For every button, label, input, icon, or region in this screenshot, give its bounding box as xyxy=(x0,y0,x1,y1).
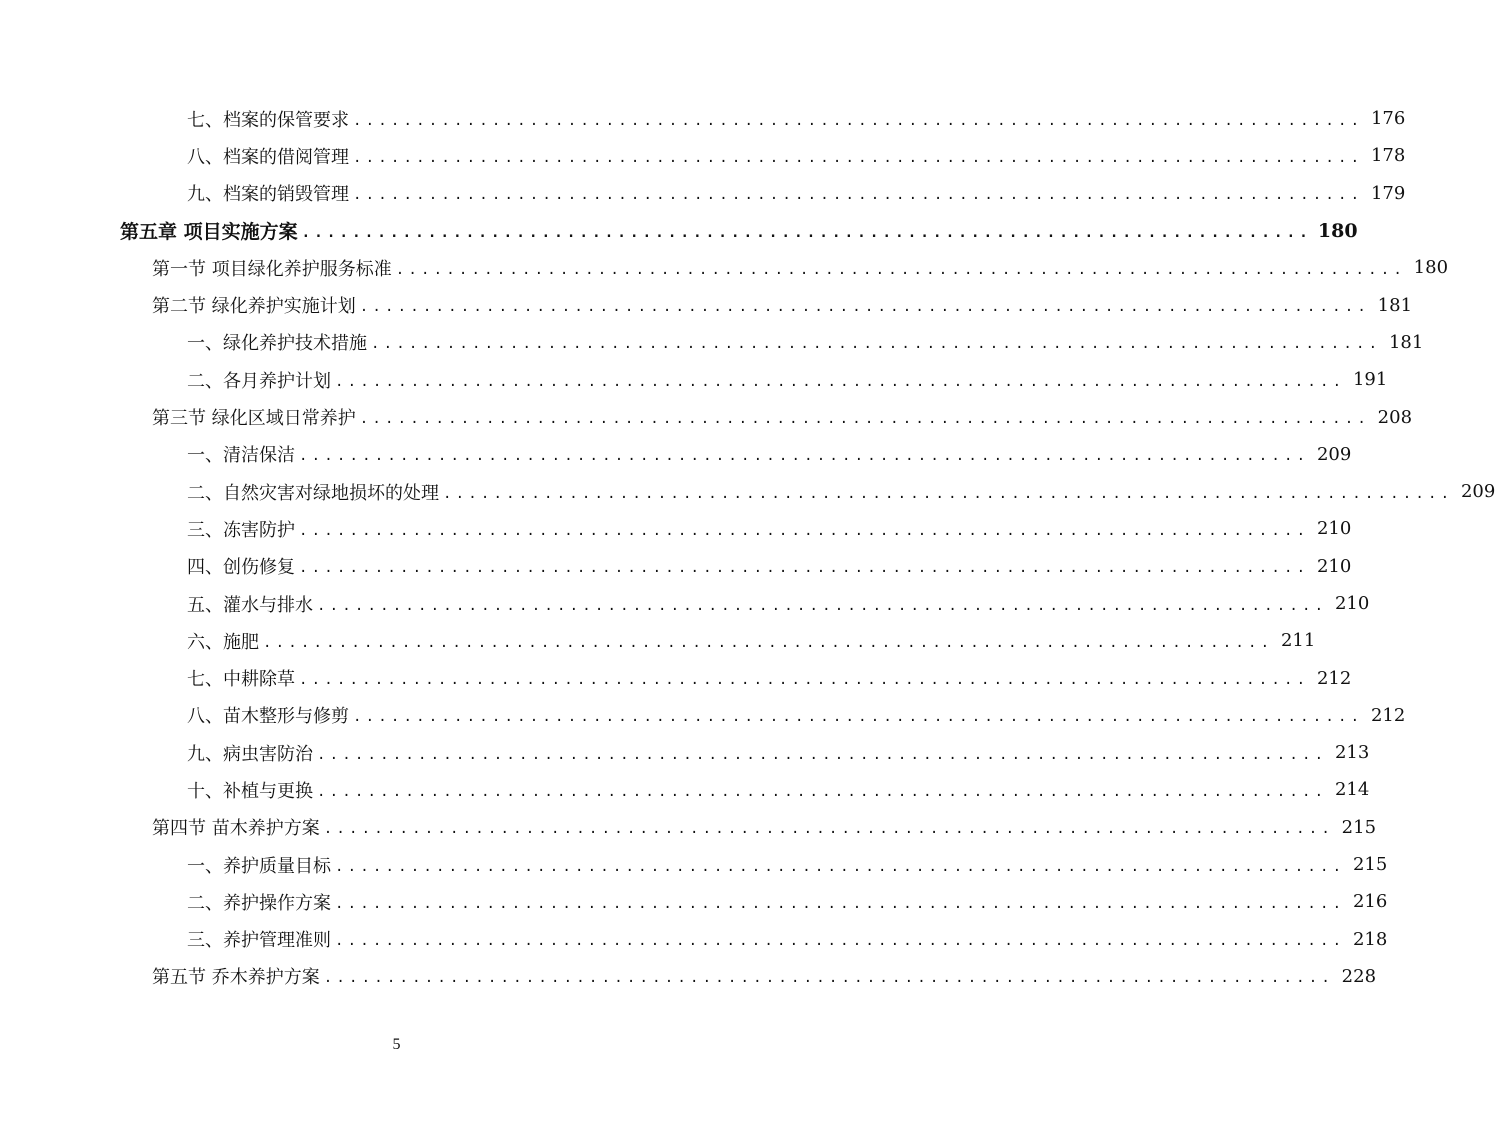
toc-entry-title: 九、病虫害防治 xyxy=(187,743,313,765)
toc-entry-page: 210 xyxy=(1316,555,1352,577)
toc-entry-page: 218 xyxy=(1352,928,1388,950)
toc-entry-page: 179 xyxy=(1370,182,1406,204)
toc-entry-item[interactable] xyxy=(0,548,1352,585)
dot-leader: ................................................................................ xyxy=(359,411,1371,428)
toc-entry-title: 三、养护管理准则 xyxy=(187,930,331,952)
toc-entry-title: 一、清洁保洁 xyxy=(187,445,295,467)
toc-entry-item[interactable] xyxy=(0,622,1316,659)
toc-entry-item[interactable] xyxy=(0,473,1495,510)
toc-entry-section[interactable] xyxy=(0,809,1377,846)
toc-entry-item[interactable] xyxy=(0,771,1370,808)
toc-entry-item[interactable] xyxy=(0,361,1388,398)
toc-entry-item[interactable] xyxy=(0,510,1352,547)
toc-entry-page: 209 xyxy=(1316,443,1352,465)
toc-entry-title: 七、档案的保管要求 xyxy=(187,109,349,131)
dot-leader: ................................................................................ xyxy=(317,783,1328,800)
dot-leader: ................................................................................ xyxy=(317,746,1328,763)
toc-entry-title: 十、补植与更换 xyxy=(187,780,313,802)
dot-leader: ................................................................................ xyxy=(299,448,1310,465)
dot-leader: ................................................................................ xyxy=(443,485,1454,502)
toc-entry-page: 211 xyxy=(1280,630,1316,652)
toc-entry-page: 216 xyxy=(1352,891,1388,913)
dot-leader: ................................................................................ xyxy=(353,149,1364,166)
toc-entry-title: 二、养护操作方案 xyxy=(187,892,331,914)
dot-leader: ................................................................................ xyxy=(301,224,1312,241)
dot-leader: ................................................................................ xyxy=(335,373,1346,390)
toc-entry-title: 八、档案的借阅管理 xyxy=(187,146,349,168)
toc-entry-page: 213 xyxy=(1334,742,1370,764)
dot-leader: ................................................................................ xyxy=(299,672,1310,689)
toc-entry-page: 228 xyxy=(1341,965,1377,987)
dot-leader: ................................................................................ xyxy=(335,858,1346,875)
toc-entry-section[interactable] xyxy=(0,398,1413,435)
toc-entry-page: 215 xyxy=(1341,816,1377,838)
toc-entry-title: 六、施肥 xyxy=(187,631,259,653)
dot-leader: ................................................................................ xyxy=(263,634,1274,651)
dot-leader: ................................................................................ xyxy=(335,933,1346,950)
toc-entry-chapter[interactable] xyxy=(0,212,1358,249)
toc-entry-title: 第五节 乔木养护方案 xyxy=(152,967,320,989)
toc-entry-section[interactable] xyxy=(0,958,1377,995)
dot-leader: ................................................................................ xyxy=(317,597,1328,614)
toc-entry-item[interactable] xyxy=(0,659,1352,696)
toc-entry-title: 一、养护质量目标 xyxy=(187,855,331,877)
toc-entry-item[interactable] xyxy=(0,137,1406,174)
toc-entry-page: 176 xyxy=(1370,108,1406,130)
toc-entry-page: 180 xyxy=(1413,257,1449,279)
toc-entry-item[interactable] xyxy=(0,921,1388,958)
dot-leader: ................................................................................ xyxy=(335,895,1346,912)
toc-entry-title: 九、档案的销毁管理 xyxy=(187,184,349,206)
toc-entry-title: 第五章 项目实施方案 xyxy=(120,221,298,244)
toc-entry-item[interactable] xyxy=(0,585,1370,622)
toc-entry-item[interactable] xyxy=(0,883,1388,920)
toc-entry-page: 215 xyxy=(1352,854,1388,876)
dot-leader: ................................................................................ xyxy=(323,821,1335,838)
dot-leader: ................................................................................ xyxy=(359,299,1371,316)
toc-entry-section[interactable] xyxy=(0,286,1413,323)
dot-leader: ................................................................................ xyxy=(353,709,1364,726)
toc-entry-item[interactable] xyxy=(0,100,1406,137)
toc-entry-title: 八、苗木整形与修剪 xyxy=(187,706,349,728)
dot-leader: ................................................................................ xyxy=(323,970,1335,987)
toc-entry-page: 181 xyxy=(1388,331,1424,353)
page-number: 5 xyxy=(392,1036,401,1053)
toc-entry-page: 181 xyxy=(1377,294,1413,316)
toc-entry-item[interactable] xyxy=(0,175,1406,212)
toc-entry-page: 178 xyxy=(1370,145,1406,167)
toc-entry-page: 210 xyxy=(1316,518,1352,540)
toc-entry-title: 第二节 绿化养护实施计划 xyxy=(152,296,356,318)
dot-leader: ................................................................................ xyxy=(395,261,1407,278)
toc-entry-page: 180 xyxy=(1317,219,1358,242)
toc-entry-page: 214 xyxy=(1334,779,1370,801)
toc-entry-item[interactable] xyxy=(0,436,1352,473)
toc-entry-title: 五、灌水与排水 xyxy=(187,594,313,616)
toc-entry-item[interactable] xyxy=(0,697,1406,734)
toc-entry-title: 第一节 项目绿化养护服务标准 xyxy=(152,258,392,280)
toc-entry-page: 210 xyxy=(1334,593,1370,614)
toc-entry-title: 第三节 绿化区域日常养护 xyxy=(152,408,356,430)
dot-leader: ................................................................................ xyxy=(353,187,1364,204)
toc-entry-page: 208 xyxy=(1377,406,1413,428)
toc-entry-title: 一、绿化养护技术措施 xyxy=(187,333,367,355)
toc-entry-section[interactable] xyxy=(0,249,1449,286)
toc-entry-title: 二、自然灾害对绿地损坏的处理 xyxy=(187,482,439,504)
dot-leader: ................................................................................ xyxy=(299,522,1310,539)
toc-entry-item[interactable] xyxy=(0,324,1424,361)
dot-leader: ................................................................................ xyxy=(299,560,1310,577)
toc-entry-title: 第四节 苗木养护方案 xyxy=(152,818,320,840)
dot-leader: ................................................................................ xyxy=(353,112,1364,129)
toc-entry-page: 191 xyxy=(1352,369,1388,391)
toc-entry-page: 209 xyxy=(1460,481,1495,503)
toc-entry-title: 二、各月养护计划 xyxy=(187,370,331,392)
toc-entry-item[interactable] xyxy=(0,846,1388,883)
table-of-contents xyxy=(0,100,1495,995)
toc-entry-title: 四、创伤修复 xyxy=(187,557,295,579)
toc-entry-page: 212 xyxy=(1316,667,1352,689)
toc-entry-title: 三、冻害防护 xyxy=(187,519,295,541)
toc-entry-item[interactable] xyxy=(0,734,1370,771)
toc-entry-page: 212 xyxy=(1370,704,1406,726)
dot-leader: ................................................................................ xyxy=(371,336,1382,353)
toc-entry-title: 七、中耕除草 xyxy=(187,669,295,691)
